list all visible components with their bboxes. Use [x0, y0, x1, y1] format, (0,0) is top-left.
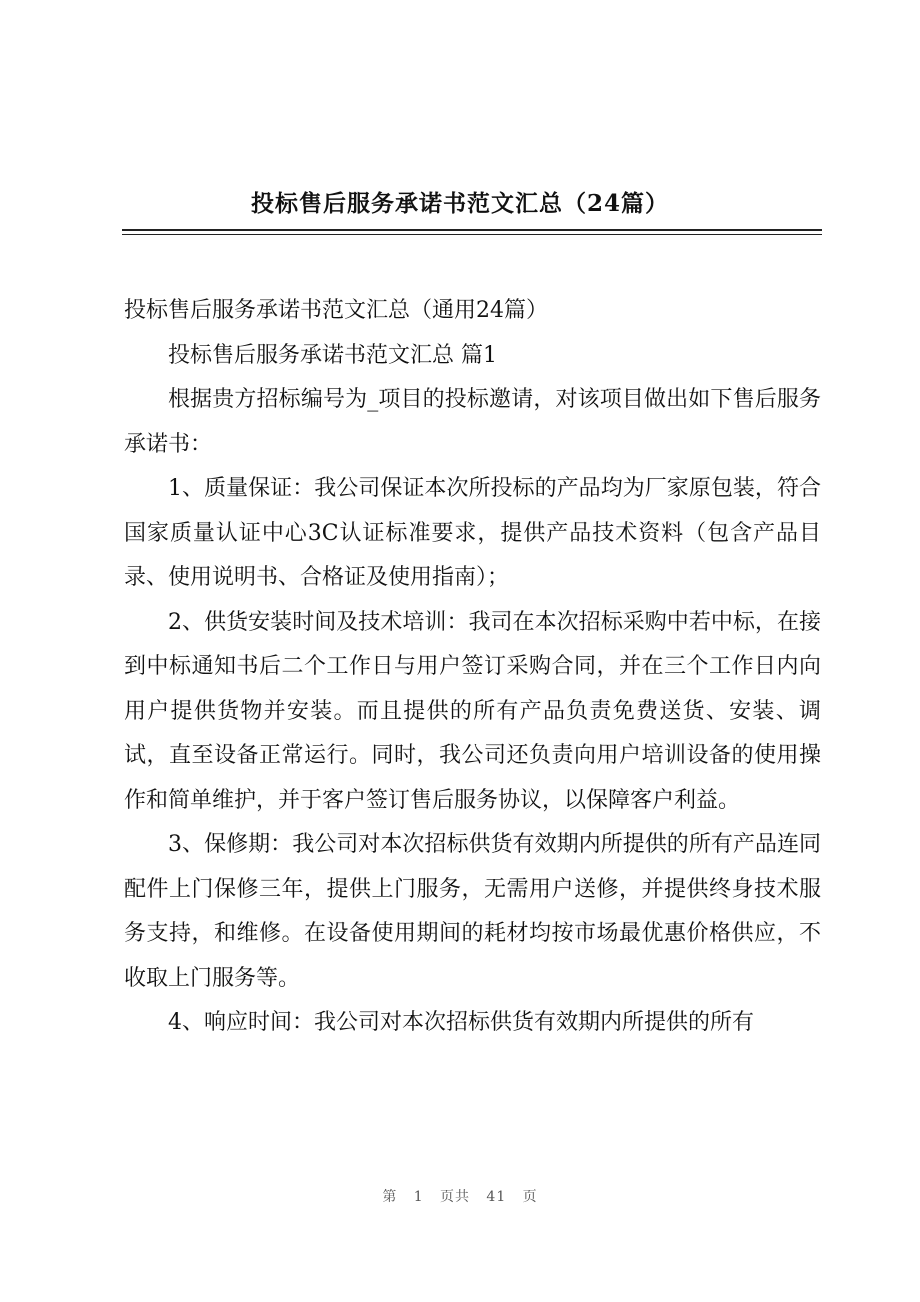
document-title: 投标售后服务承诺书范文汇总（24篇） [250, 190, 669, 217]
section-heading: 投标售后服务承诺书范文汇总 篇1 [168, 342, 497, 368]
total-pages-number: 41 [486, 1189, 507, 1205]
footer-suffix: 页 [522, 1189, 538, 1205]
title-divider-thin [122, 234, 822, 235]
warranty-paragraph: 3、保修期：我公司对本次招标供货有效期内所提供的所有产品连同配件上门保修三年，提供上门服务，无需用户送修，并提供终身技术服务支持，和维修。在设备使用期间的耗材均按市场最优惠价格供应，不收取上门服务等。 [124, 832, 821, 991]
intro-paragraph: 根据贵方招标编号为_项目的投标邀请，对该项目做出如下售后服务承诺书： [124, 387, 821, 457]
document-body [124, 289, 821, 1046]
title-divider-thick [122, 229, 822, 231]
current-page-number: 1 [413, 1189, 424, 1205]
page-footer [0, 1186, 920, 1206]
quality-paragraph: 1、质量保证：我公司保证本次所投标的产品均为厂家原包装，符合国家质量认证中心3C认证标准要求，提供产品技术资料（包含产品目录、使用说明书、合格证及使用指南）； [124, 476, 821, 590]
subtitle-paragraph: 投标售后服务承诺书范文汇总（通用24篇） [124, 298, 548, 323]
footer-middle: 页共 [440, 1189, 471, 1205]
footer-prefix: 第 [382, 1189, 398, 1205]
response-paragraph: 4、响应时间：我公司对本次招标供货有效期内所提供的所有 [168, 1010, 754, 1035]
delivery-paragraph: 2、供货安装时间及技术培训：我司在本次招标采购中若中标，在接到中标通知书后二个工作日与用户签订采购合同，并在三个工作日内向用户提供货物并安装。而且提供的所有产品负责免费送货、安装、调试，直至设备正常运行。同时，我公司还负责向用户培训设备的使用操作和简单维护，并于客户签订售后服务协议，以保障客户利益。 [124, 609, 821, 813]
